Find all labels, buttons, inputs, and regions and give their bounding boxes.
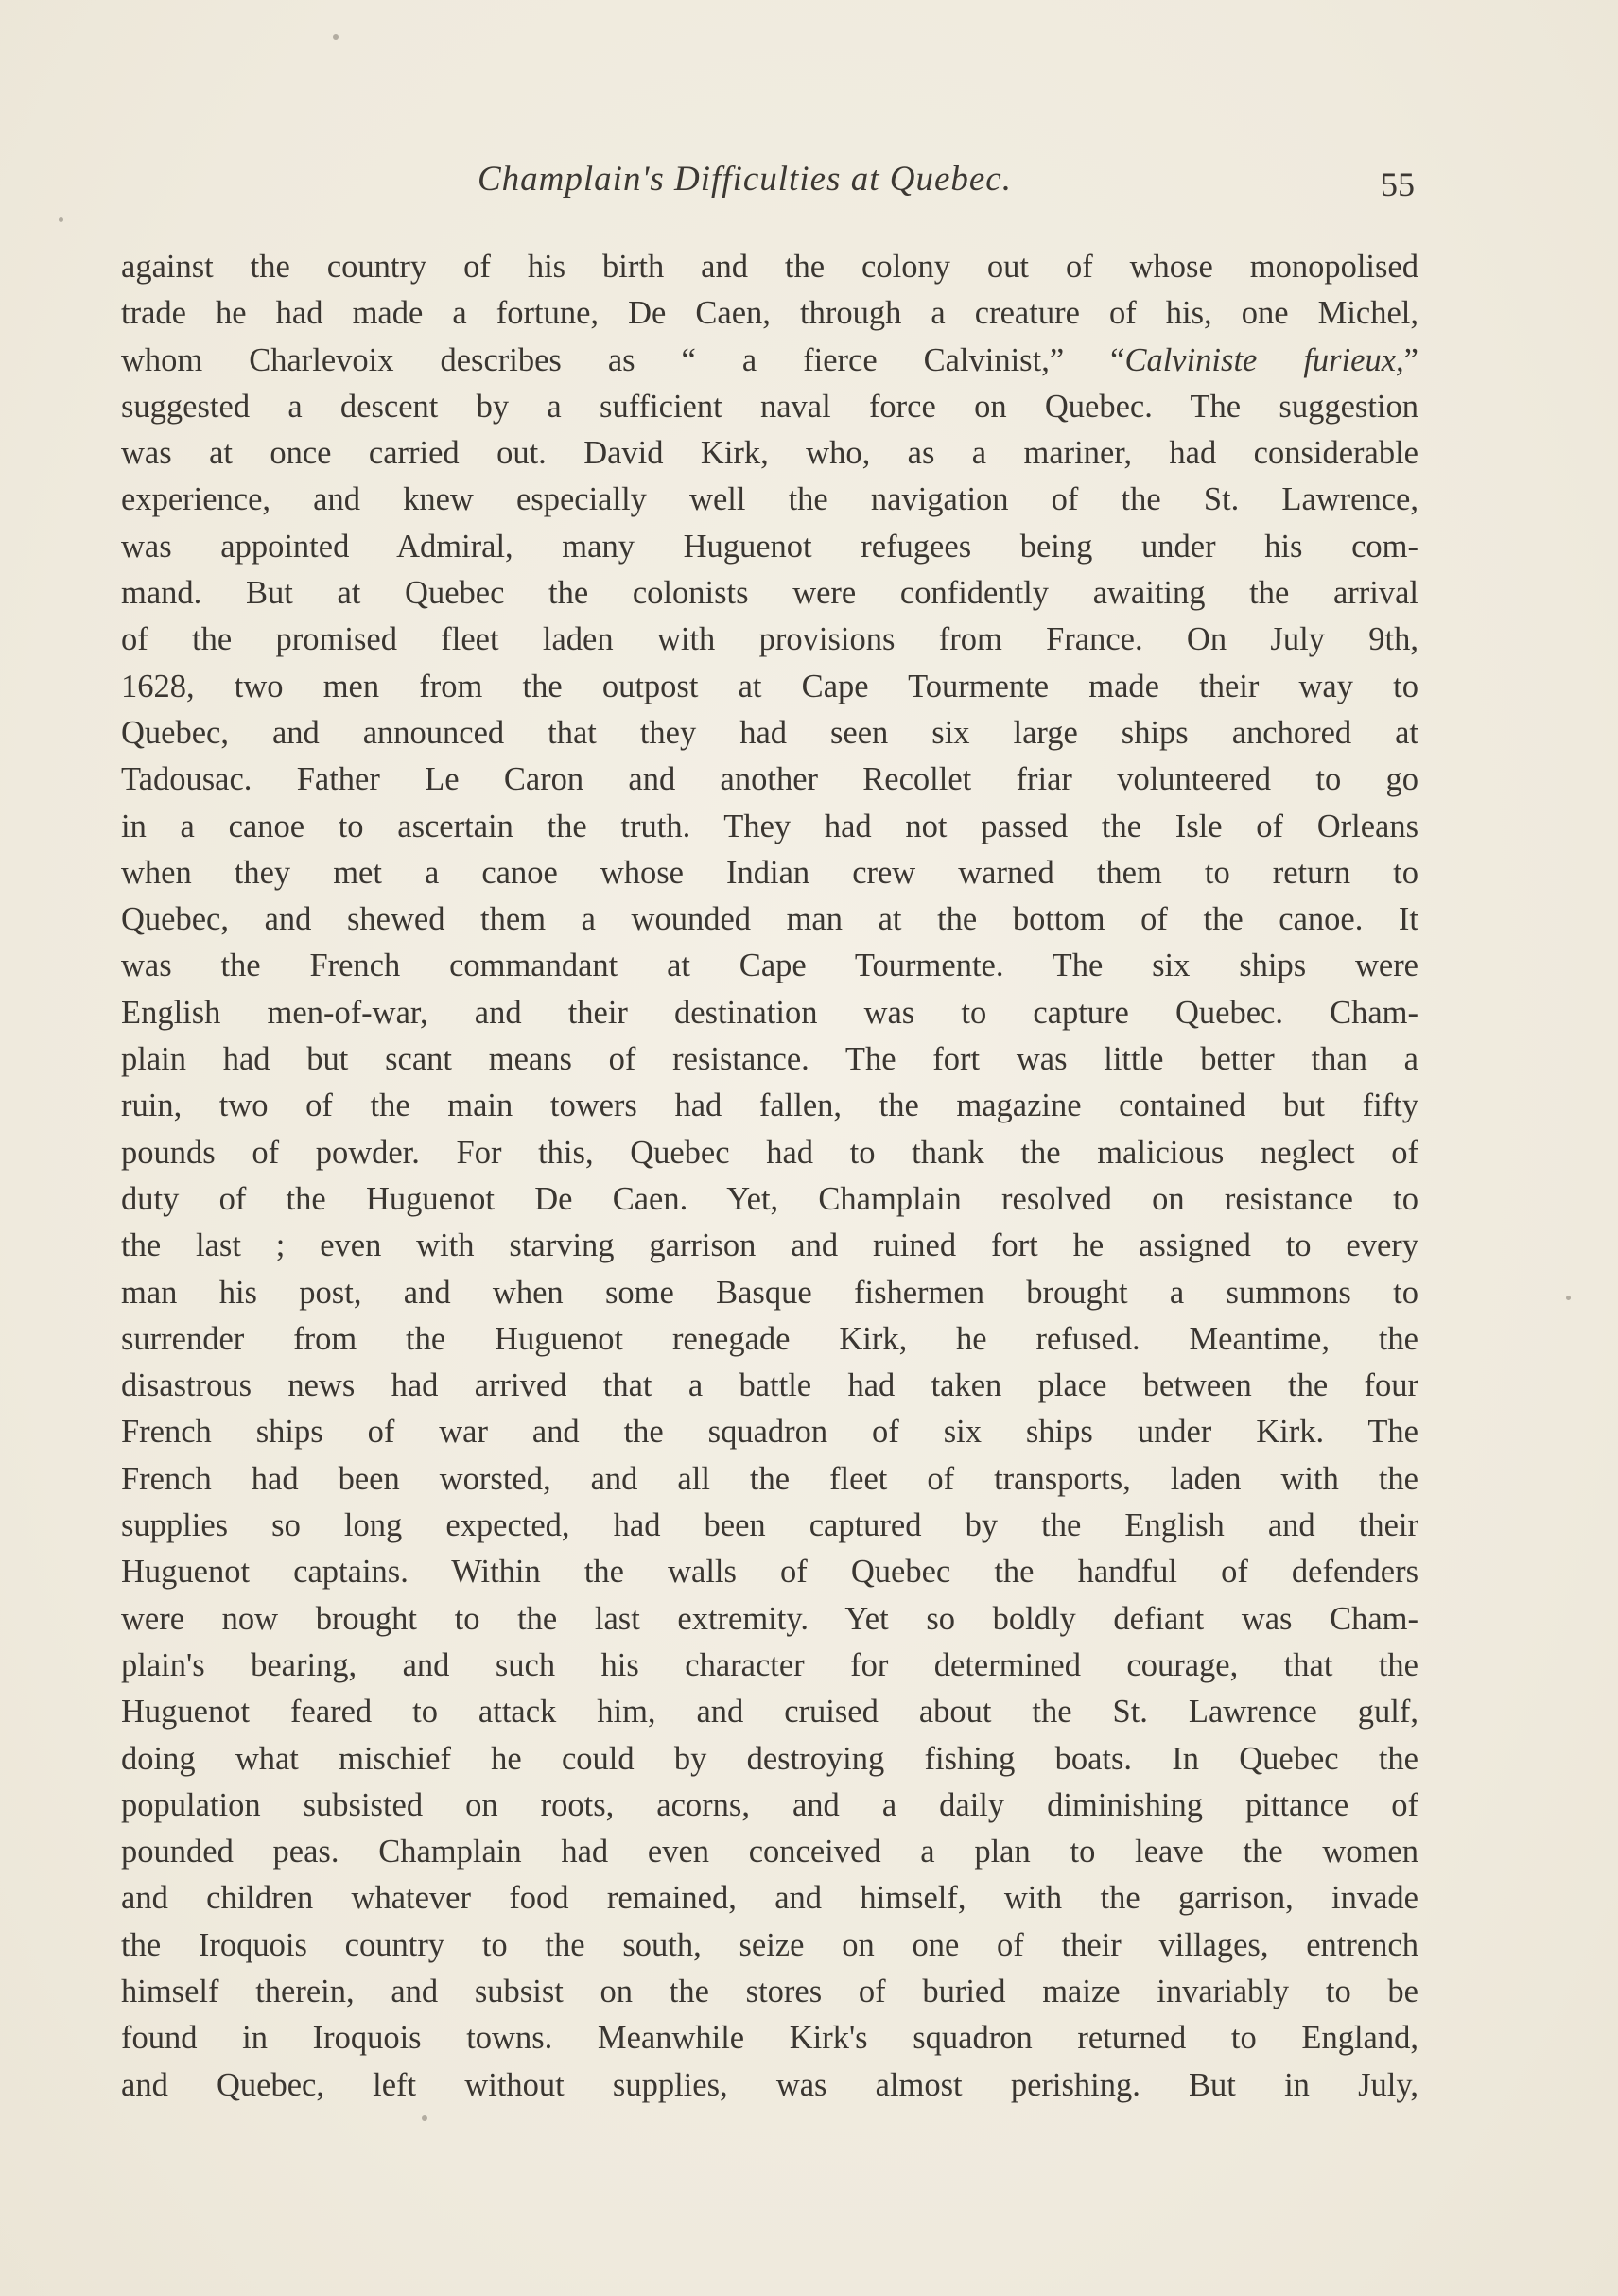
- text-line: of the promised fleet laden with provisions from France. On July 9th,: [121, 621, 1418, 658]
- text-line: ruin, two of the main towers had fallen, the magazine contained but fifty: [121, 1087, 1418, 1124]
- text-line: doing what mischief he could by destroying fishing boats. In Quebec the: [121, 1740, 1418, 1777]
- paper-speck: [333, 34, 339, 40]
- text-line: pounded peas. Champlain had even conceived a plan to leave the women: [121, 1834, 1418, 1870]
- text-line: was appointed Admiral, many Huguenot refugees being under his com-: [121, 528, 1418, 565]
- text-line: the last ; even with starving garrison and ruined fort he assigned to every: [121, 1227, 1418, 1264]
- text-line: plain had but scant means of resistance. The fort was little better than a: [121, 1041, 1418, 1078]
- page-number: 55: [1381, 165, 1415, 203]
- text-line: when they met a canoe whose Indian crew warned them to return to: [121, 854, 1418, 891]
- body-text: [121, 244, 1418, 2109]
- text-line: and Quebec, left without supplies, was almost perishing. But in July,: [121, 2066, 1418, 2103]
- text-line: French had been worsted, and all the fleet of transports, laden with the: [121, 1460, 1418, 1497]
- paper-speck: [422, 2115, 427, 2121]
- text-line: pounds of powder. For this, Quebec had to thank the malicious neglect of: [121, 1134, 1418, 1171]
- text-line: were now brought to the last extremity. Yet so boldly defiant was Cham-: [121, 1600, 1418, 1637]
- running-title: Champlain's Difficulties at Quebec.: [478, 160, 1012, 199]
- text-line: French ships of war and the squadron of six ships under Kirk. The: [121, 1414, 1418, 1451]
- text-line: man his post, and when some Basque fishermen brought a summons to: [121, 1274, 1418, 1311]
- text-line: plain's bearing, and such his character for determined courage, that the: [121, 1646, 1418, 1683]
- text-line: suggested a descent by a sufficient naval force on Quebec. The suggestion: [121, 388, 1418, 425]
- paper-speck: [1566, 1296, 1571, 1300]
- italic-french-quote: Calviniste furieux,: [1124, 341, 1404, 378]
- text-line: surrender from the Huguenot renegade Kirk, he refused. Meantime, the: [121, 1320, 1418, 1357]
- text-line: experience, and knew especially well the navigation of the St. Lawrence,: [121, 481, 1418, 518]
- text-line: Huguenot captains. Within the walls of Quebec the handful of defenders: [121, 1554, 1418, 1591]
- running-head: [0, 159, 1618, 216]
- text-line: was at once carried out. David Kirk, who, as a mariner, had considerable: [121, 435, 1418, 472]
- text-line: trade he had made a fortune, De Caen, through a creature of his, one Michel,: [121, 295, 1418, 332]
- text-line: found in Iroquois towns. Meanwhile Kirk's squadron returned to England,: [121, 2020, 1418, 2057]
- paper-speck: [59, 217, 63, 222]
- text-line: [121, 338, 1418, 384]
- closing-quote: ”: [1403, 341, 1418, 378]
- text-line: disastrous news had arrived that a battle had taken place between the four: [121, 1367, 1418, 1404]
- text-line: Huguenot feared to attack him, and cruised about the St. Lawrence gulf,: [121, 1694, 1418, 1731]
- text-line: population subsisted on roots, acorns, and a daily diminishing pittance of: [121, 1786, 1418, 1823]
- text-line: against the country of his birth and the colony out of whose monopolised: [121, 249, 1418, 285]
- text-line: 1628, two men from the outpost at Cape Tourmente made their way to: [121, 668, 1418, 704]
- text-line-start: whom Charlevoix describes as “ a fierce Calvinist,” “: [121, 341, 1125, 378]
- text-line: Tadousac. Father Le Caron and another Recollet friar volunteered to go: [121, 761, 1418, 798]
- text-line: mand. But at Quebec the colonists were confidently awaiting the arrival: [121, 575, 1418, 612]
- text-line: Quebec, and announced that they had seen six large ships anchored at: [121, 714, 1418, 751]
- text-line: duty of the Huguenot De Caen. Yet, Champlain resolved on resistance to: [121, 1180, 1418, 1217]
- text-line: in a canoe to ascertain the truth. They had not passed the Isle of Orleans: [121, 808, 1418, 844]
- text-line: Quebec, and shewed them a wounded man at the bottom of the canoe. It: [121, 901, 1418, 938]
- text-line: the Iroquois country to the south, seize on one of their villages, entrench: [121, 1926, 1418, 1963]
- text-line: himself therein, and subsist on the stores of buried maize invariably to be: [121, 1973, 1418, 2009]
- text-line: was the French commandant at Cape Tourmente. The six ships were: [121, 948, 1418, 984]
- text-line: English men-of-war, and their destination was to capture Quebec. Cham-: [121, 994, 1418, 1031]
- text-line: supplies so long expected, had been captured by the English and their: [121, 1507, 1418, 1544]
- text-line: and children whatever food remained, and himself, with the garrison, invade: [121, 1880, 1418, 1917]
